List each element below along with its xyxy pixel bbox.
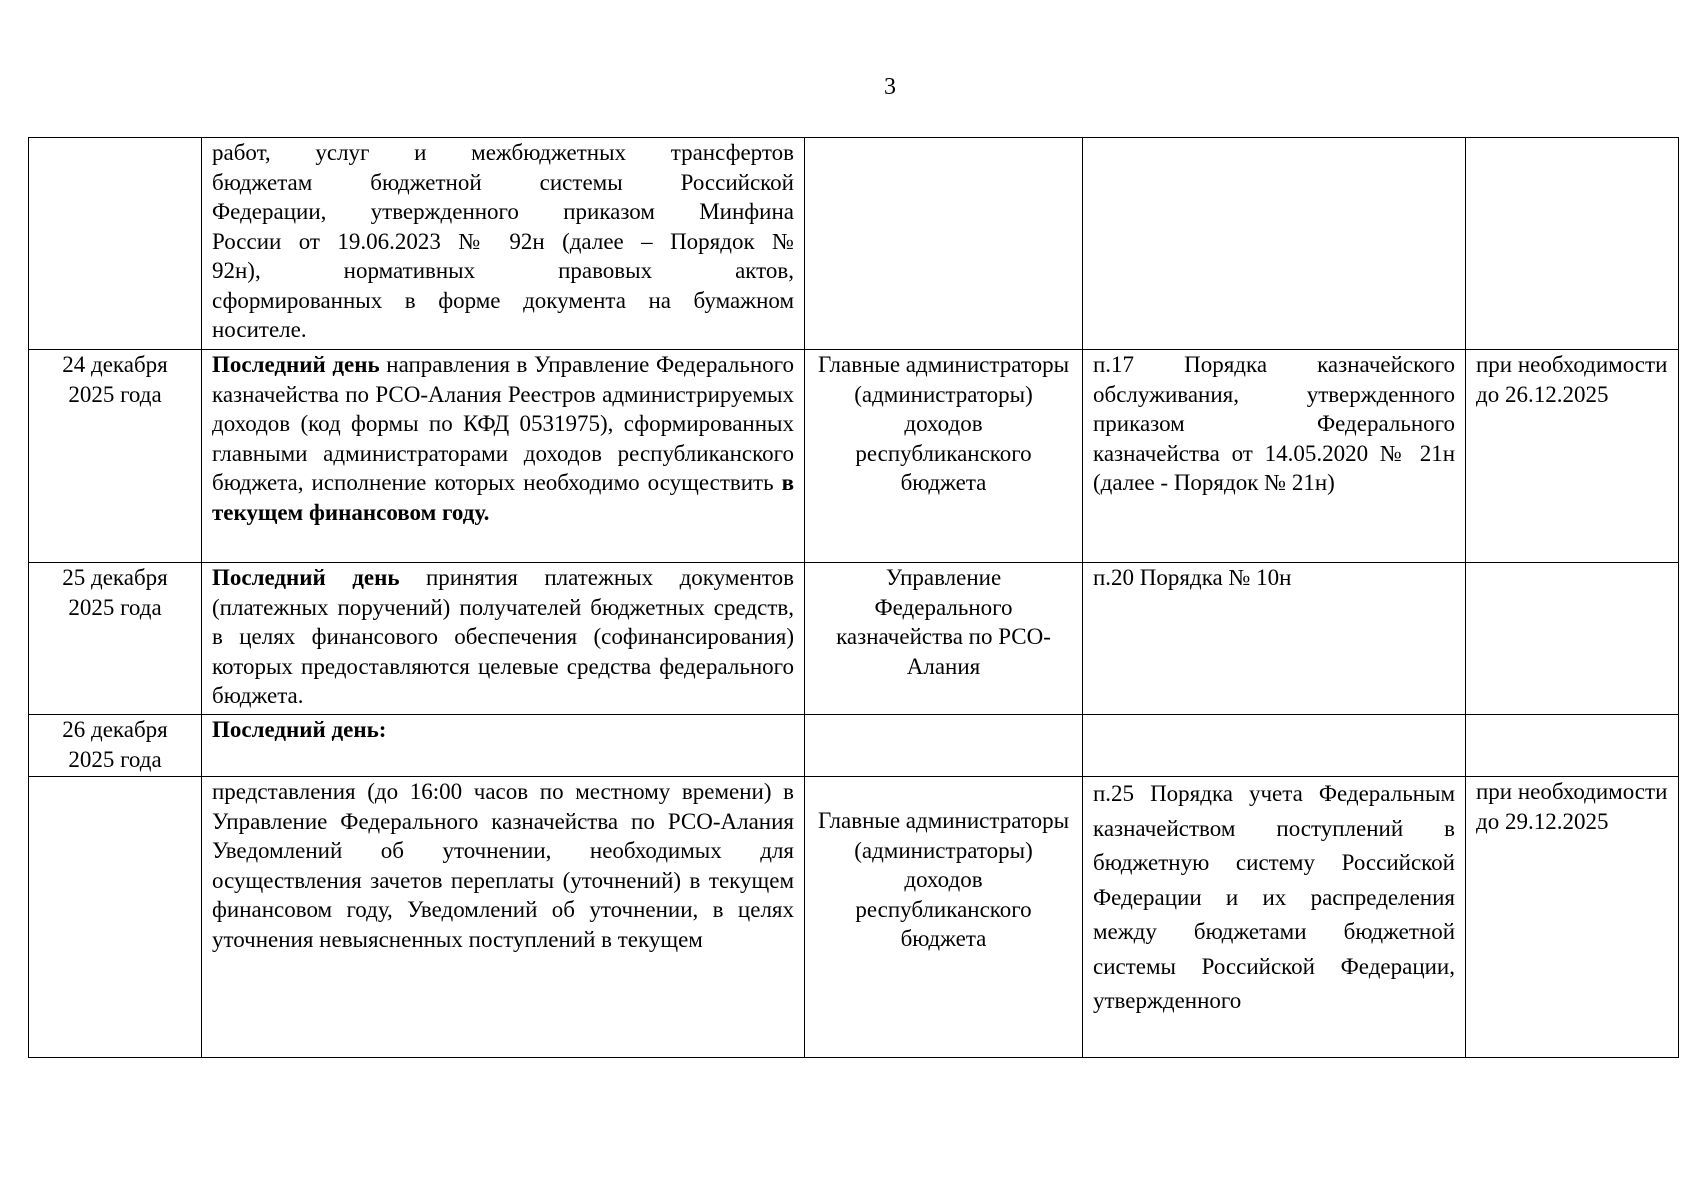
date-cell: 25 декабря 2025 года [29, 563, 202, 715]
date-cell: 26 декабря 2025 года [29, 715, 202, 777]
event-line: бюджетам бюджетной системы Российской [212, 169, 794, 195]
responsible-cell: Управление Федерального казначейства по РСО-Алания [805, 563, 1083, 715]
event-text: направления в Управление Федерального казначейства по РСО-Алания Реестров администрируемых доходов (код формы по КФД 0531975), сформированных главными администраторами доходов республиканского бюджета, исполнение которых необходимо осуществить [212, 352, 794, 495]
table-row [29, 715, 1679, 777]
note-cell [1466, 715, 1679, 777]
event-bold-lead: Последний день [212, 565, 400, 590]
responsible-cell [805, 715, 1083, 777]
event-cell: представления (до 16:00 часов по местному времени) в Управление Федерального казначейства по РСО-Алания Уведомлений об уточнении, необходимых для осуществления зачетов переплаты (уточнений) в текущем финансовом году, Уведомлений об уточнении, в целях уточнения невыясненных поступлений в текущем [202, 777, 805, 1058]
table-row [29, 563, 1679, 715]
note-cell [1466, 138, 1679, 350]
event-line: сформированных в форме документа на бумажном [212, 287, 794, 313]
event-cell [202, 138, 805, 350]
event-bold-lead: Последний день: [212, 717, 387, 742]
table-row [29, 138, 1679, 350]
responsible-cell [805, 138, 1083, 350]
basis-cell: п.20 Порядка № 10н [1083, 563, 1466, 715]
event-bold-lead: Последний день [212, 352, 380, 377]
event-cell [202, 715, 805, 777]
schedule-table [28, 137, 1679, 1058]
date-cell [29, 777, 202, 1058]
table-row [29, 777, 1679, 1058]
page-number: 3 [884, 74, 896, 100]
basis-cell: п.17 Порядка казначейского обслуживания, утвержденного приказом Федерального казначейства от 14.05.2020 № 21н (далее - Порядок № 21н) [1083, 350, 1466, 563]
date-cell: 24 декабря 2025 года [29, 350, 202, 563]
basis-cell: п.25 Порядка учета Федеральным казначейством поступлений в бюджетную систему Российской Федерации и их распределения между бюджетами бюджетной системы Российской Федерации, утвержденного [1083, 777, 1466, 1058]
responsible-cell [805, 777, 1083, 1058]
basis-cell [1083, 138, 1466, 350]
event-text: принятия платежных документов (платежных поручений) получателей бюджетных средств, в целях финансового обеспечения (софинансирования) которых предоставляются целевые средства федерального бюджета. [212, 565, 794, 708]
date-cell [29, 138, 202, 350]
table-row [29, 350, 1679, 563]
responsible-cell: Главные администраторы (администраторы) доходов республиканского бюджета [805, 350, 1083, 563]
event-cell [202, 350, 805, 563]
event-cell [202, 563, 805, 715]
note-cell [1466, 563, 1679, 715]
note-cell: при необходимости до 26.12.2025 [1466, 350, 1679, 563]
event-line: носителе. [212, 317, 307, 342]
event-line: Федерации, утвержденного приказом Минфина [212, 199, 794, 224]
responsible-text: Главные администраторы (администраторы) доходов республиканского бюджета [817, 808, 1070, 951]
basis-cell [1083, 715, 1466, 777]
event-bold-tail: в текущем финансовом году. [212, 470, 794, 525]
note-cell: при необходимости до 29.12.2025 [1466, 777, 1679, 1058]
event-line: России от 19.06.2023 № 92н (далее – Порядок № [212, 228, 794, 254]
event-line: работ, услуг и межбюджетных трансфертов [212, 140, 794, 165]
event-line: 92н), нормативных правовых актов, [212, 258, 794, 283]
